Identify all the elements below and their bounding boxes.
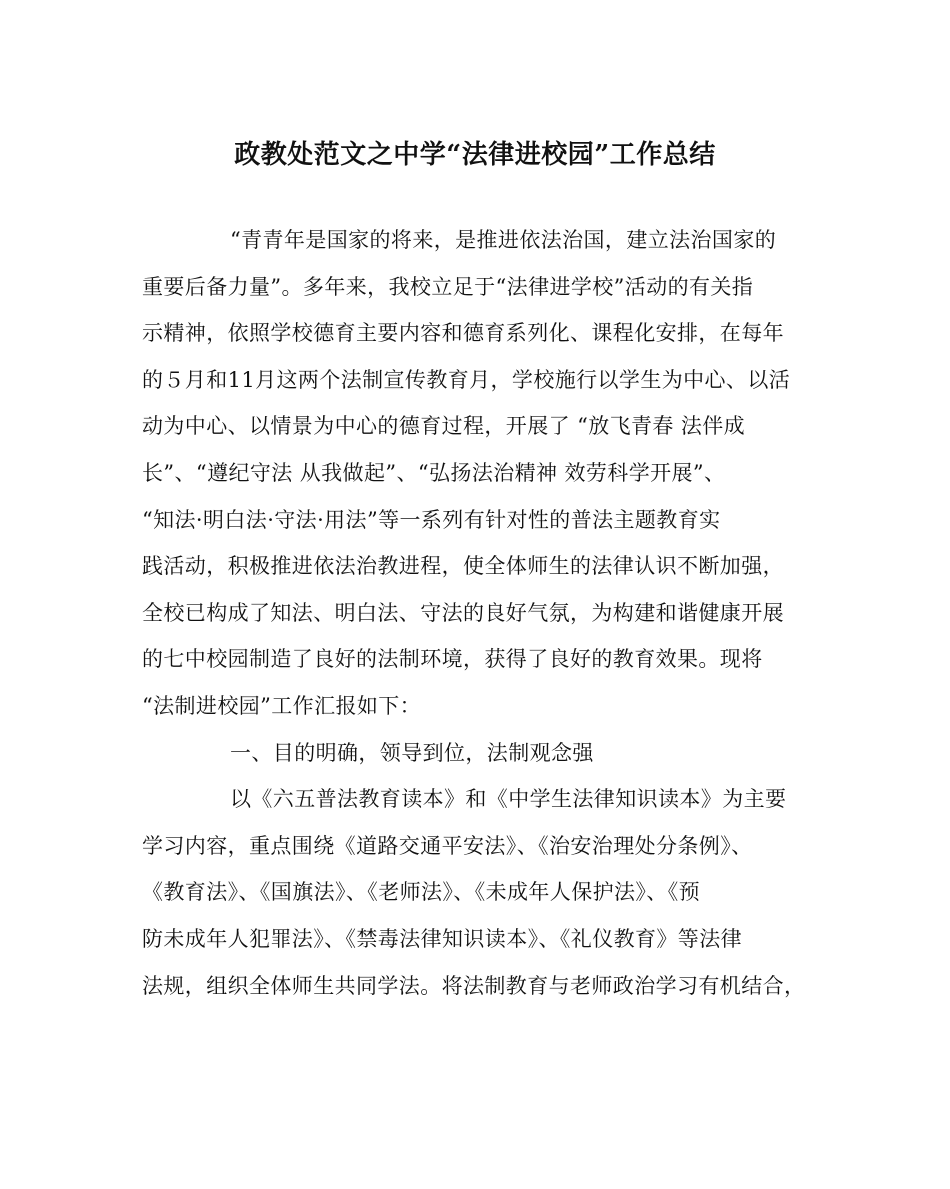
section-heading: 一、目的明确，领导到位，法制观念强: [230, 740, 594, 765]
paragraph-line: 示精神，依照学校德育主要内容和德育系列化、课程化安排，在每年: [142, 321, 784, 346]
paragraph-line: “法制进校园”工作汇报如下：: [142, 693, 422, 718]
document-title: 政教处范文之中学“法律进校园”工作总结: [234, 140, 716, 170]
paragraph-line: 《教育法》、《国旗法》、《老师法》、《未成年人保护法》、《预: [142, 880, 700, 905]
paragraph-line: 动为中心、以情景为中心的德育过程，开展了 “放飞青春 法伴成: [142, 414, 746, 439]
paragraph-line: 法规，组织全体师生共同学法。将法制教育与老师政治学习有机结合，: [142, 973, 806, 998]
paragraph-line: “知法·明白法·守法·用法”等一系列有针对性的普法主题教育实: [142, 507, 721, 532]
paragraph-line: 以《六五普法教育读本》和《中学生法律知识读本》为主要: [230, 787, 787, 812]
paragraph-line: 的５月和11月这两个法制宣传教育月，学校施行以学生为中心、以活: [142, 367, 791, 392]
paragraph-line: 践活动，积极推进依法治教进程，使全体师生的法律认识不断加强，: [142, 554, 784, 579]
paragraph-line: “青青年是国家的将来，是推进依法治国，建立法治国家的: [230, 228, 777, 252]
paragraph-line: 长”、“遵纪守法 从我做起”、“弘扬法治精神 效劳科学开展”、: [142, 460, 726, 485]
paragraph-line: 防未成年人犯罪法》、《禁毒法律知识读本》、《礼仪教育》等法律: [142, 926, 742, 951]
document-body: [142, 217, 812, 1009]
paragraph-line: 全校已构成了知法、明白法、守法的良好气氛，为构建和谐健康开展: [142, 600, 784, 625]
paragraph-line: 学习内容，重点围绕《道路交通平安法》、《治安治理处分条例》、: [142, 833, 753, 858]
paragraph-line: 的七中校园制造了良好的法制环境，获得了良好的教育效果。现将: [142, 647, 763, 672]
paragraph-line: 重要后备力量”。多年来，我校立足于“法律进学校”活动的有关指: [142, 274, 754, 299]
